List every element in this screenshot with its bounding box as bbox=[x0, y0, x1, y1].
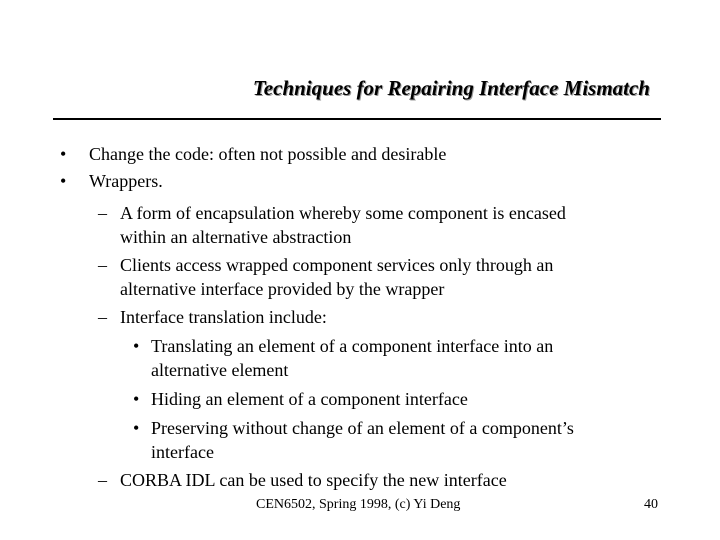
dash-marker: – bbox=[98, 203, 107, 223]
subsubpoint-translating-line-1: Translating an element of a component interface into an bbox=[151, 336, 554, 356]
subpoint-corba-line-1: CORBA IDL can be used to specify the new interface bbox=[120, 470, 507, 490]
footer-course: CEN6502, Spring 1998, (c) Yi Deng bbox=[256, 497, 461, 512]
bullet-marker: • bbox=[60, 171, 67, 191]
subsubpoint-preserving-line-1: Preserving without change of an element of a component’s bbox=[151, 418, 574, 438]
subpoint-clients-line-1: Clients access wrapped component services only through an bbox=[120, 255, 554, 275]
dash-marker: – bbox=[98, 307, 107, 327]
footer-page-number: 40 bbox=[644, 497, 658, 512]
subpoint-encapsulation-line-1: A form of encapsulation whereby some component is encased bbox=[120, 203, 566, 223]
bullet-marker: • bbox=[133, 336, 140, 356]
subsubpoint-translating-line-2: alternative element bbox=[151, 360, 289, 380]
slide-title: Techniques for Repairing Interface Mismatch bbox=[252, 76, 650, 100]
dash-marker: – bbox=[98, 255, 107, 275]
bullet-marker: • bbox=[133, 389, 140, 409]
bullet-text-wrappers: Wrappers. bbox=[89, 171, 163, 191]
subpoint-clients-line-2: alternative interface provided by the wrapper bbox=[120, 279, 445, 299]
dash-marker: – bbox=[98, 470, 107, 490]
bullet-marker: • bbox=[60, 144, 67, 164]
subpoint-encapsulation-line-2: within an alternative abstraction bbox=[120, 227, 352, 247]
subsubpoint-preserving-line-2: interface bbox=[151, 442, 214, 462]
bullet-marker: • bbox=[133, 418, 140, 438]
bullet-text-change-code: Change the code: often not possible and desirable bbox=[89, 144, 447, 164]
subsubpoint-hiding-line-1: Hiding an element of a component interface bbox=[151, 389, 468, 409]
subpoint-translation-line-1: Interface translation include: bbox=[120, 307, 327, 327]
